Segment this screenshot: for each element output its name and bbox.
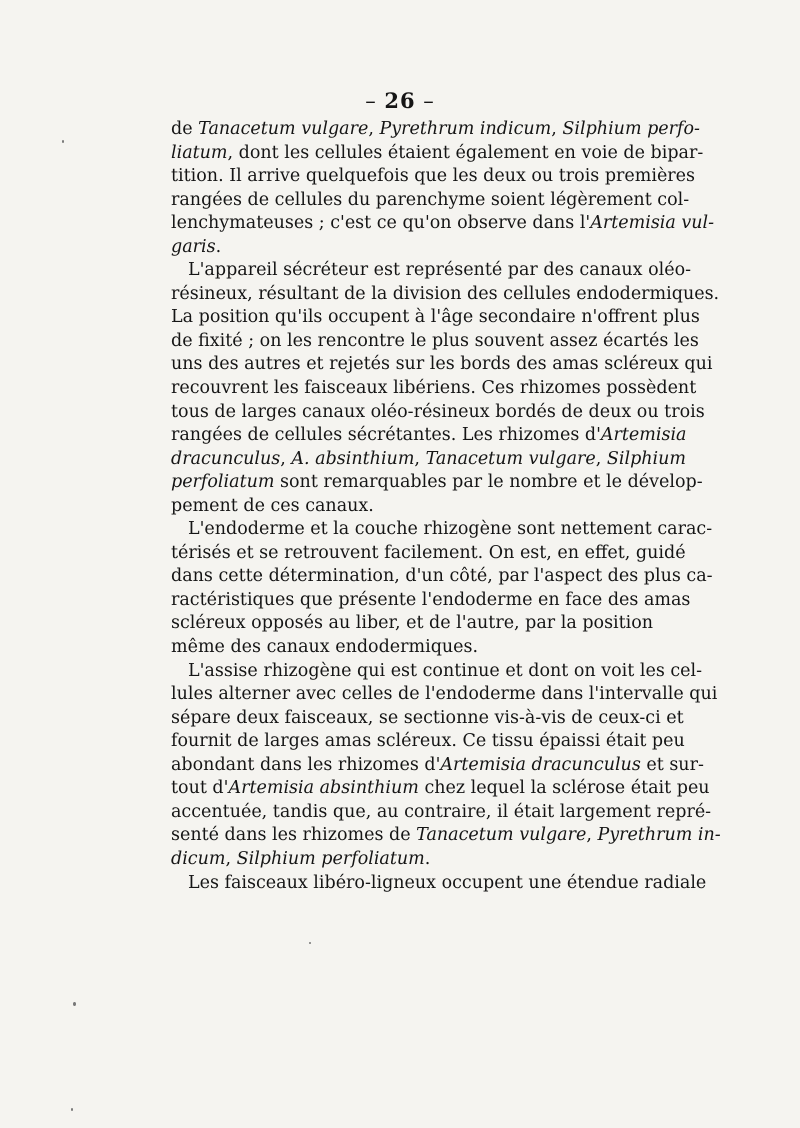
text-line	[171, 612, 654, 636]
text-line	[171, 189, 690, 213]
text-run: résineux, résultant de la division des cellules endodermiques.	[171, 283, 720, 304]
text-line	[171, 542, 686, 566]
text-run: ,	[414, 448, 426, 469]
text-line	[171, 424, 687, 448]
italic-text: garis	[171, 236, 216, 257]
text-run: lules alterner avec celles de l'endoderme dans l'intervalle qui	[171, 684, 718, 705]
text-line	[171, 565, 713, 589]
text-run: .	[424, 848, 431, 869]
text-line	[171, 754, 704, 778]
italic-text: perfoliatum	[171, 472, 275, 493]
text-line	[171, 801, 712, 825]
text-run: ,	[551, 119, 563, 139]
text-run: pement de ces canaux.	[171, 495, 374, 516]
italic-text: A. absinthium	[291, 448, 415, 469]
text-run: accentuée, tandis que, au contraire, il était largement repré-	[171, 801, 712, 822]
page-number-dash-right: –	[415, 89, 435, 113]
page-number-dash-left: –	[365, 89, 385, 113]
italic-text: liatum	[171, 142, 228, 163]
text-line	[171, 730, 685, 754]
text-line	[171, 330, 699, 354]
italic-text: Tanacetum vulgare	[416, 825, 587, 846]
text-line	[171, 306, 700, 330]
text-run: ,	[586, 825, 598, 846]
text-line	[171, 471, 703, 495]
paper-speck	[73, 1002, 76, 1006]
text-run: de fixité ; on les rencontre le plus souvent assez écartés les	[171, 330, 699, 351]
text-run: uns des autres et rejetés sur les bords des amas scléreux qui	[171, 354, 713, 375]
italic-text: Tanacetum vulgare	[425, 448, 596, 469]
text-run: L'appareil sécréteur est représenté par des canaux oléo-	[188, 260, 692, 281]
text-line	[171, 353, 713, 377]
text-run: ,	[280, 448, 292, 469]
italic-text: Pyrethrum indicum	[379, 119, 552, 139]
italic-text: Silphium perfo-	[562, 119, 700, 139]
text-line	[171, 448, 687, 472]
text-line	[171, 401, 705, 425]
text-line	[171, 118, 700, 142]
text-run: de	[171, 119, 199, 139]
text-run: lenchymateuses ; c'est ce qu'on observe dans l'	[171, 213, 591, 234]
text-run: scléreux opposés au liber, et de l'autre, par la position	[171, 613, 654, 634]
text-run: tous de larges canaux oléo-résineux bordés de deux ou trois	[171, 401, 705, 422]
text-line	[171, 518, 713, 542]
italic-text: Artemisia absinthium	[228, 778, 419, 799]
body-text	[171, 118, 721, 895]
text-run: senté dans les rhizomes de	[171, 825, 417, 846]
italic-text: dicum	[171, 848, 226, 869]
text-line	[171, 589, 691, 613]
text-run: .	[215, 236, 222, 257]
text-line	[171, 872, 707, 896]
text-line	[171, 212, 715, 236]
italic-text: Tanacetum vulgare	[198, 119, 369, 139]
text-run: dans cette détermination, d'un côté, par l'aspect des plus ca-	[171, 566, 713, 587]
text-line	[171, 777, 710, 801]
text-line	[171, 377, 697, 401]
italic-text: Artemisia vul-	[590, 213, 715, 234]
text-run: , dont les cellules étaient également en voie de bipar-	[227, 142, 704, 163]
text-run: fournit de larges amas scléreux. Ce tissu épaissi était peu	[171, 731, 685, 752]
text-run: Les faisceaux libéro-ligneux occupent une étendue radiale	[188, 872, 707, 893]
text-run: L'endoderme et la couche rhizogène sont nettement carac-	[188, 519, 713, 540]
paper-speck	[62, 140, 64, 143]
text-run: La position qu'ils occupent à l'âge secondaire n'offrent plus	[171, 307, 700, 328]
text-run: recouvrent les faisceaux libériens. Ces rhizomes possèdent	[171, 378, 697, 399]
italic-text: dracunculus	[171, 448, 281, 469]
text-line	[171, 259, 692, 283]
italic-text: Silphium	[606, 448, 687, 469]
italic-text: Artemisia	[600, 425, 687, 446]
text-run: ractéristiques que présente l'endoderme en face des amas	[171, 589, 691, 610]
text-run: même des canaux endodermiques.	[171, 637, 479, 658]
text-line	[171, 683, 718, 707]
text-line	[171, 283, 720, 307]
text-line	[171, 824, 721, 848]
text-line	[171, 660, 703, 684]
text-line	[171, 236, 645, 260]
text-run: ,	[368, 119, 380, 139]
italic-text: Artemisia dracunculus	[440, 754, 641, 775]
text-line	[171, 142, 704, 166]
text-line	[171, 848, 645, 872]
page-number	[0, 88, 800, 114]
text-run: L'assise rhizogène qui est continue et dont on voit les cel-	[188, 660, 703, 681]
text-line	[171, 165, 696, 189]
text-line	[171, 707, 684, 731]
paper-speck	[71, 1108, 73, 1111]
text-run: ,	[225, 848, 237, 869]
text-run: sont remarquables par le nombre et le dévelop-	[274, 472, 703, 493]
italic-text: Pyrethrum in-	[597, 825, 721, 846]
text-run: chez lequel la sclérose était peu	[418, 778, 710, 799]
text-run: abondant dans les rhizomes d'	[171, 754, 441, 775]
text-run: sépare deux faisceaux, se sectionne vis-à-vis de ceux-ci et	[171, 707, 684, 728]
text-run: ,	[595, 448, 607, 469]
text-run: tition. Il arrive quelquefois que les deux ou trois premières	[171, 166, 696, 187]
text-run: tout d'	[171, 778, 229, 799]
text-run: rangées de cellules sécrétantes. Les rhizomes d'	[171, 425, 601, 446]
italic-text: Silphium perfoliatum	[236, 848, 425, 869]
text-run: rangées de cellules du parenchyme soient légèrement col-	[171, 189, 690, 210]
text-line	[171, 636, 645, 660]
text-run: térisés et se retrouvent facilement. On est, en effet, guidé	[171, 542, 686, 563]
text-line	[171, 495, 645, 519]
paper-speck	[309, 942, 311, 944]
page-number-value: 26	[384, 88, 416, 113]
text-run: et sur-	[640, 754, 704, 775]
